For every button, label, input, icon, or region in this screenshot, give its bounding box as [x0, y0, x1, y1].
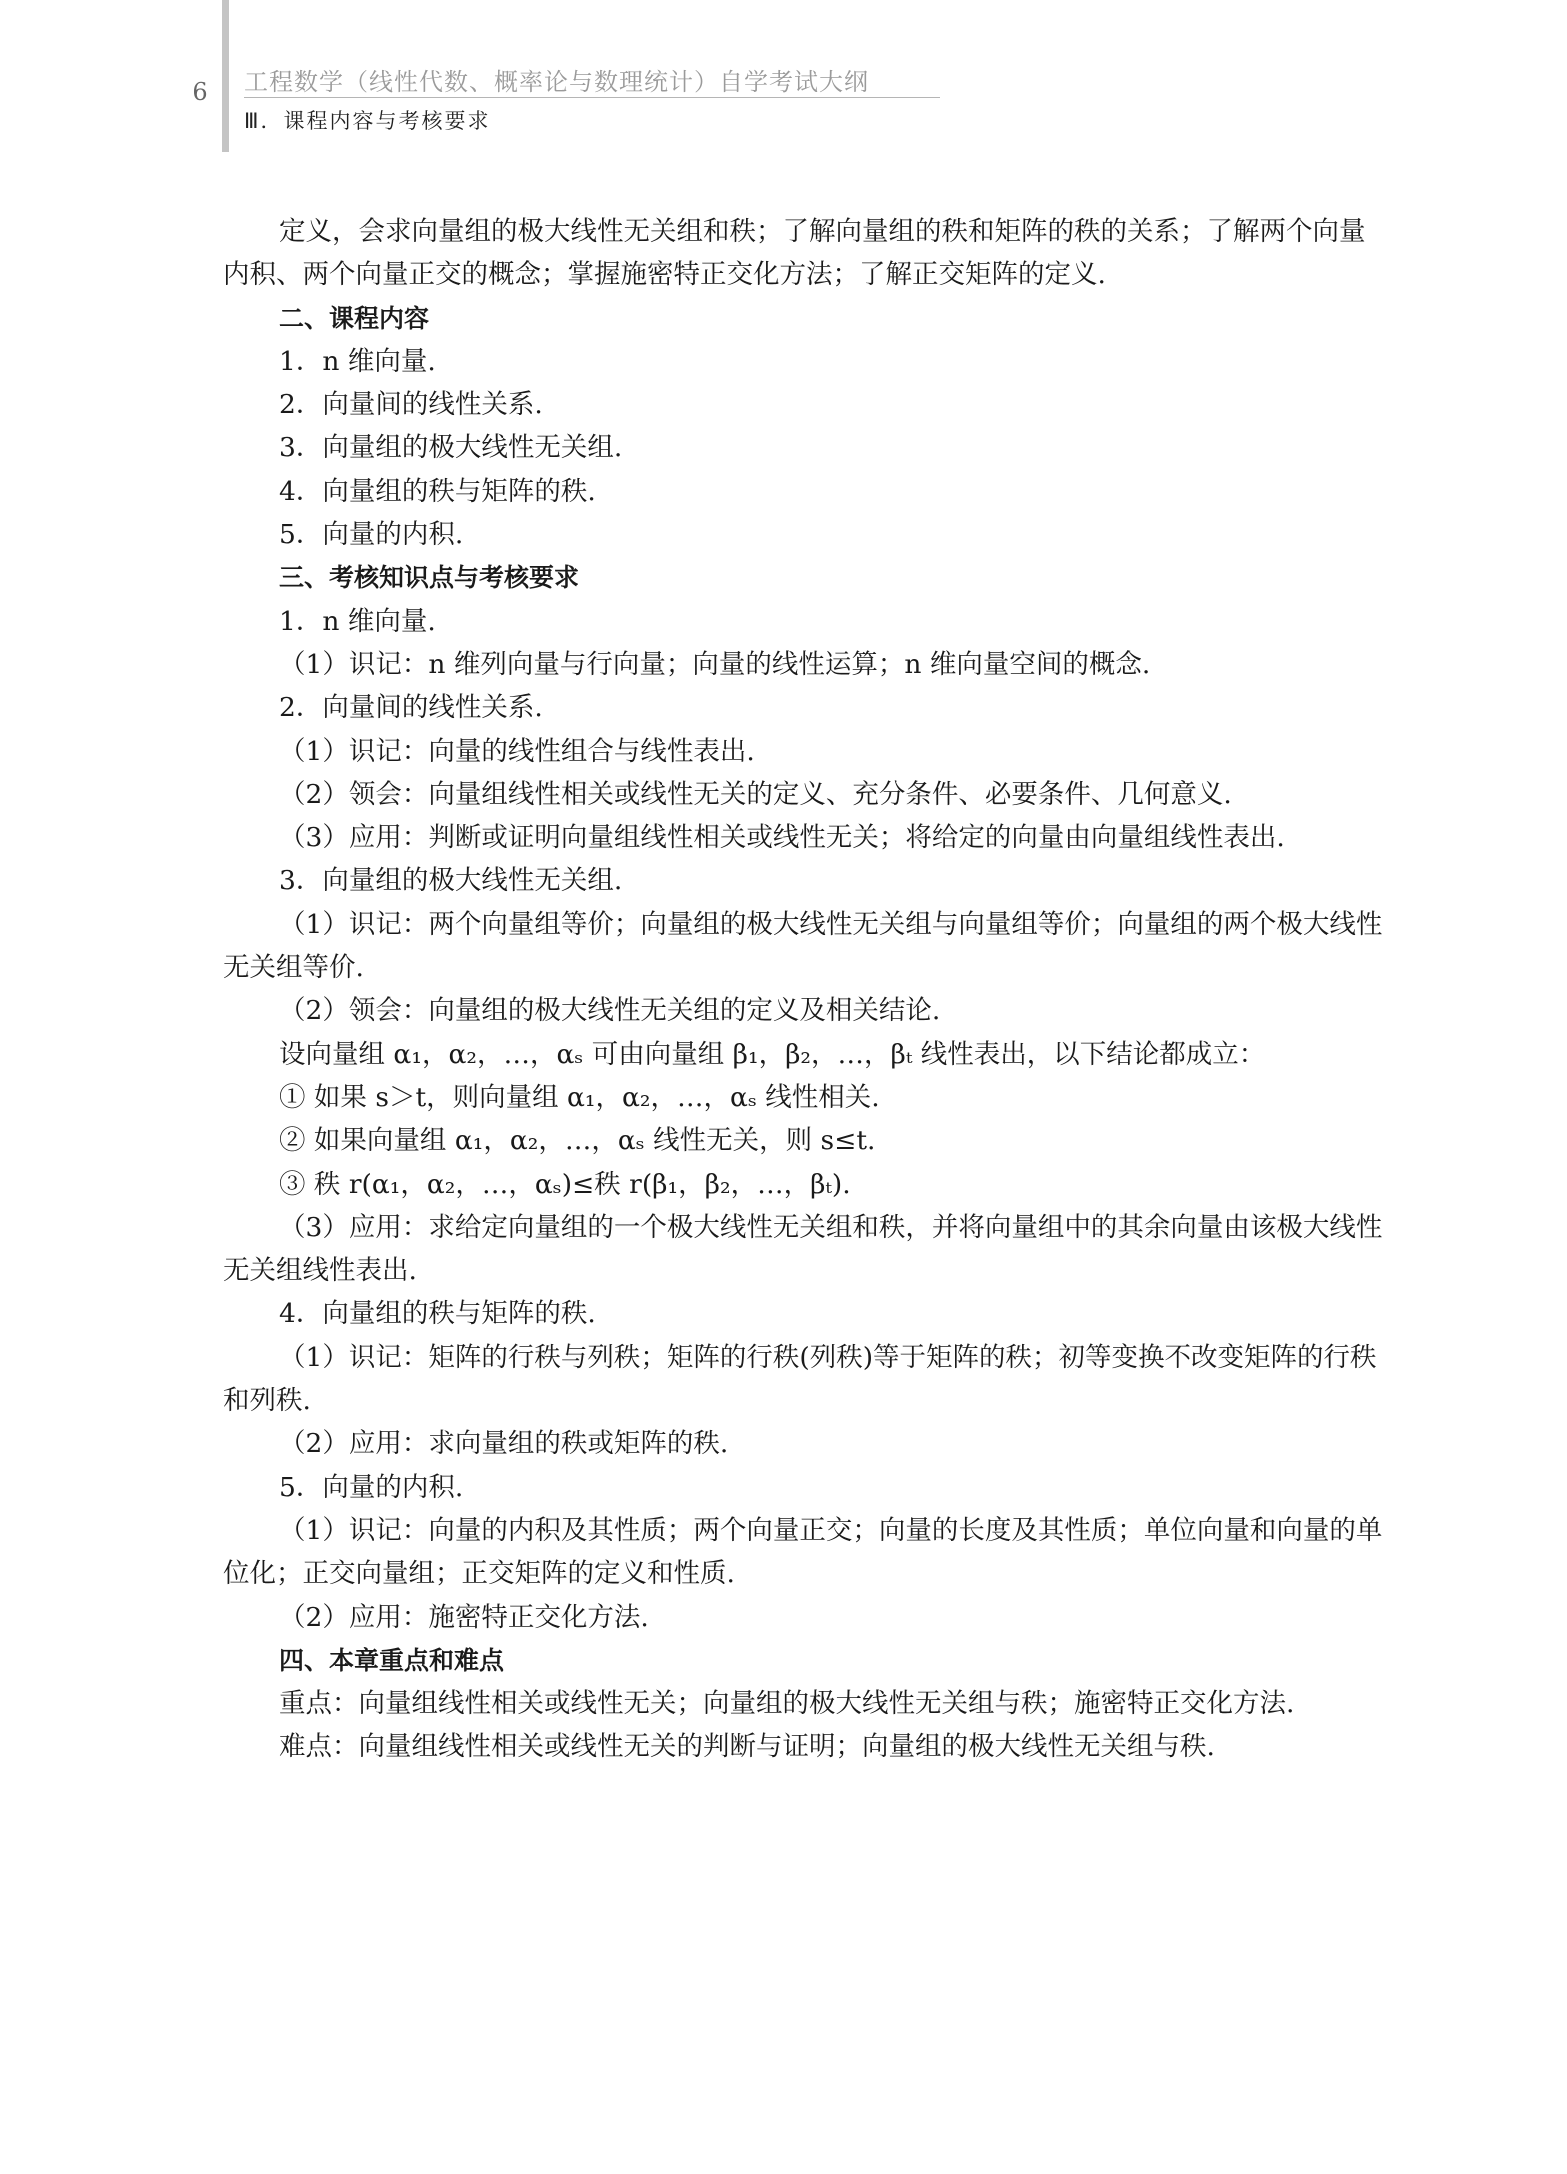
list-item: 4．向量组的秩与矩阵的秩.	[279, 475, 596, 507]
list-item: 4．向量组的秩与矩阵的秩.	[279, 1298, 596, 1330]
focus-paragraph: 重点：向量组线性相关或线性无关；向量组的极大线性无关组与秩；施密特正交化方法.	[279, 1688, 1295, 1720]
header-rule	[244, 97, 940, 98]
list-item: （2）应用：求向量组的秩或矩阵的秩.	[279, 1428, 729, 1460]
list-item: 1．n 维向量.	[279, 345, 436, 377]
difficulty-paragraph: 难点：向量组线性相关或线性无关的判断与证明；向量组的极大线性无关组与秩.	[279, 1731, 1215, 1763]
list-item: ③ 秩 r(α₁，α₂，…，αₛ)≤秩 r(β₁，β₂，…，βₜ).	[279, 1168, 851, 1200]
list-item: （1）识记：两个向量组等价；向量组的极大线性无关组与向量组等价；向量组的两个极大线性无关组等价.	[223, 908, 1383, 984]
list-item: ② 如果向量组 α₁，α₂，…，αₛ 线性无关，则 s≤t.	[279, 1125, 876, 1157]
list-item: （1）识记：n 维列向量与行向量；向量的线性运算；n 维向量空间的概念.	[279, 648, 1151, 680]
list-item: （1）识记：矩阵的行秩与列秩；矩阵的行秩(列秩)等于矩阵的秩；初等变换不改变矩阵的行秩和列秩.	[223, 1341, 1377, 1417]
intro-paragraph: 定义，会求向量组的极大线性无关组和秩；了解向量组的秩和矩阵的秩的关系；了解两个向量内积、两个向量正交的概念；掌握施密特正交化方法；了解正交矩阵的定义.	[223, 216, 1366, 291]
list-item: 3．向量组的极大线性无关组.	[279, 432, 623, 464]
list-item: 设向量组 α₁，α₂，…，αₛ 可由向量组 β₁，β₂，…，βₜ 线性表出，以下结论都成立：	[279, 1038, 1266, 1070]
list-item: （2）应用：施密特正交化方法.	[279, 1601, 649, 1633]
list-item: 3．向量组的极大线性无关组.	[279, 865, 623, 897]
list-item: 5．向量的内积.	[279, 519, 464, 551]
list-item: ① 如果 s＞t，则向量组 α₁，α₂，…，αₛ 线性相关.	[279, 1081, 880, 1113]
list-item: （1）识记：向量的线性组合与线性表出.	[279, 735, 755, 767]
list-item: （2）领会：向量组线性相关或线性无关的定义、充分条件、必要条件、几何意义.	[279, 778, 1232, 810]
list-item: 2．向量间的线性关系.	[279, 692, 543, 724]
content-body	[223, 210, 1383, 1769]
book-title: 工程数学（线性代数、概率论与数理统计）自学考试大纲	[244, 68, 869, 96]
list-item: 1．n 维向量.	[279, 605, 436, 637]
heading-key-points: 四、本章重点和难点	[279, 1645, 505, 1675]
list-item: （2）领会：向量组的极大线性无关组的定义及相关结论.	[279, 995, 941, 1027]
list-item: （3）应用：求给定向量组的一个极大线性无关组和秩，并将向量组中的其余向量由该极大线性无关组线性表出.	[223, 1211, 1383, 1287]
list-item: （1）识记：向量的内积及其性质；两个向量正交；向量的长度及其性质；单位向量和向量的单位化；正交向量组；正交矩阵的定义和性质.	[223, 1514, 1383, 1590]
section-title: Ⅲ．课程内容与考核要求	[244, 109, 491, 133]
heading-exam-requirements: 三、考核知识点与考核要求	[279, 563, 580, 593]
list-item: （3）应用：判断或证明向量组线性相关或线性无关；将给定的向量由向量组线性表出.	[279, 822, 1285, 854]
page-number: 6	[192, 78, 208, 106]
header-bar	[222, 0, 229, 152]
list-item: 5．向量的内积.	[279, 1471, 464, 1503]
heading-course-content: 二、课程内容	[279, 303, 430, 333]
list-item: 2．向量间的线性关系.	[279, 389, 543, 421]
